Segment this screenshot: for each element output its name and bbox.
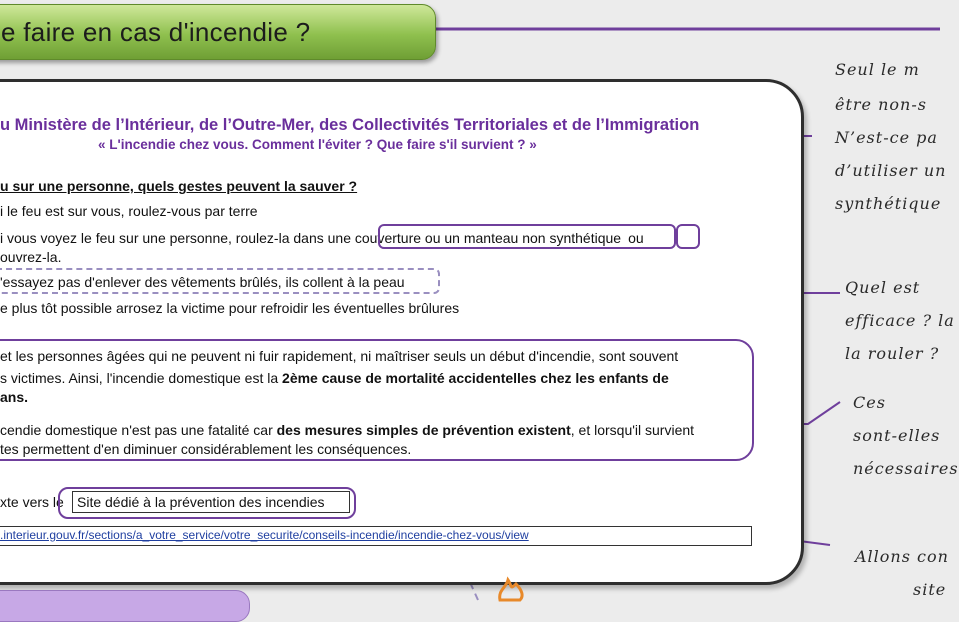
note-1-line: N’est-ce pa [835,128,938,147]
list-item: ouvrez-la. [0,249,62,265]
paragraph-bold: 2ème cause de mortalité accidentelles chez les enfants de [282,370,669,386]
question-heading: u sur une personne, quels gestes peuvent la sauver ? [0,178,358,194]
note-1-line: synthétique [835,194,942,213]
link-intro: xte vers le [0,494,64,510]
paragraph-line: et les personnes âgées qui ne peuvent ni fuir rapidement, ni maîtriser seuls un début d'incendie, sont souvent [0,348,679,364]
paragraph-text: s victimes. Ainsi, l'incendie domestique est la [0,370,283,386]
note-1-line: être non-s [835,95,927,114]
doc-subheading: « L'incendie chez vous. Comment l'éviter ? Que faire s'il survient ? » [98,137,537,152]
note-2-line: la rouler ? [845,344,940,363]
note-3-line: Ces [853,393,886,412]
paragraph-bold: des mesures simples de prévention existent [276,422,571,438]
highlight-text: couverture ou un manteau non synthétique [354,230,622,246]
note-2-line: efficace ? la [845,311,955,330]
paragraph-text: , et lorsqu'il survient [570,422,695,438]
list-item: e plus tôt possible arrosez la victime pour refroidir les éventuelles brûlures [0,300,460,316]
list-item-text: i vous voyez le feu sur une personne, roulez-la dans une [0,230,355,246]
note-3-line: nécessaires [853,459,959,478]
note-1-line: Seul le m [835,60,920,79]
list-item: i le feu est sur vous, roulez-vous par terre [0,203,258,219]
paragraph-line: tes permettent d'en diminuer considérablement les conséquences. [0,441,412,457]
highlight-box-or [676,224,700,249]
list-item: 'essayez pas d'enlever des vêtements brûlés, ils collent à la peau [0,274,405,290]
or-text: ou [628,230,644,246]
url-link[interactable]: .interieur.gouv.fr/sections/a_votre_service/votre_securite/conseils-incendie/incendie-chez-vous/view [0,528,529,542]
note-3-line: sont-elles [853,426,941,445]
note-1-line: d’utiliser un [835,161,947,180]
flame-icon [496,574,528,600]
note-4-line: Allons con [855,547,949,566]
highlight-box-coat [378,224,676,249]
note-4-line: site [913,580,947,599]
paragraph-line [0,422,694,438]
dashed-highlight [0,268,440,294]
page-title: e faire en cas d'incendie ? [1,17,311,47]
paragraph-line [0,370,669,386]
paragraph-text: cendie domestique n'est pas une fatalité car [0,422,277,438]
title-banner [0,4,436,60]
next-banner [0,590,250,622]
doc-heading: u Ministère de l’Intérieur, de l’Outre-Mer, des Collectivités Territoriales et de l’Immigration [0,116,700,134]
note-2-line: Quel est [845,278,921,297]
site-link[interactable]: Site dédié à la prévention des incendies [77,494,325,510]
paragraph-line: ans. [0,389,29,405]
